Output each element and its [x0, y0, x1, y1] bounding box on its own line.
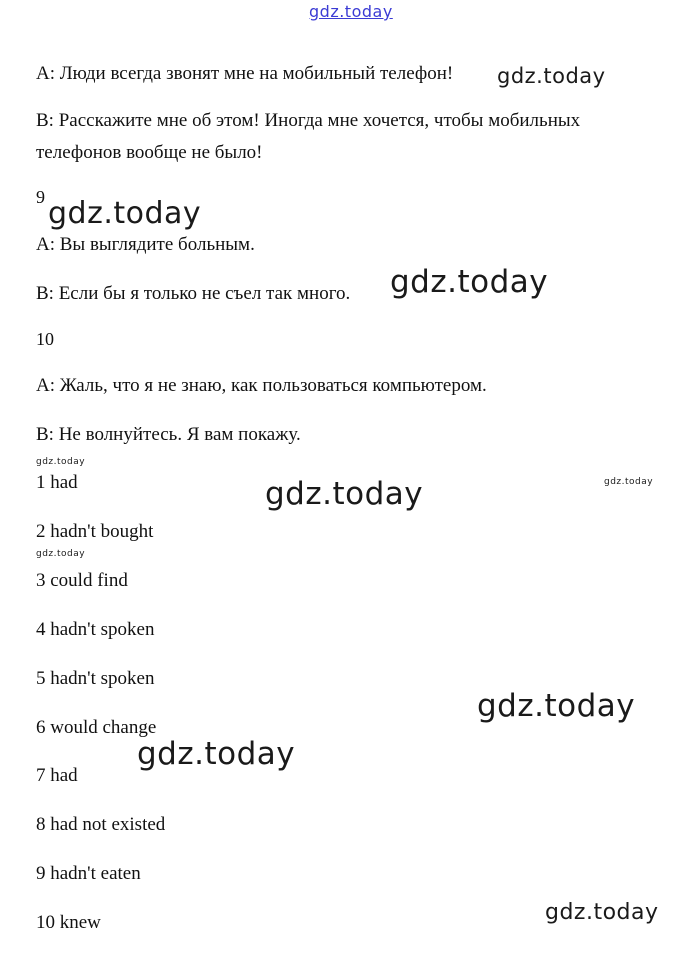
watermark: gdz.today [497, 64, 606, 88]
answer-item: 9 hadn't eaten [36, 863, 141, 884]
answer-item: 8 had not existed [36, 814, 166, 835]
answer-item: 10 knew [36, 912, 101, 933]
answer-item: 2 hadn't bought [36, 521, 154, 542]
answer-item: 4 hadn't spoken [36, 619, 155, 640]
dialog-9-line-b: B: Если бы я только не съел так много. [36, 283, 351, 304]
dialog-8-line-a: A: Люди всегда звонят мне на мобильный телефон! [36, 63, 454, 84]
watermark-header: gdz.today [309, 2, 393, 21]
watermark: gdz.today [265, 476, 424, 512]
watermark: gdz.today [36, 457, 86, 467]
watermark: gdz.today [604, 477, 654, 487]
dialog-10-line-a: A: Жаль, что я не знаю, как пользоваться компьютером. [36, 375, 487, 396]
dialog-9-line-a: A: Вы выглядите больным. [36, 234, 255, 255]
answer-item: 1 had [36, 472, 78, 493]
watermark: gdz.today [477, 688, 636, 724]
watermark: gdz.today [545, 900, 659, 925]
dialog-10-number: 10 [36, 329, 54, 349]
dialog-10-line-b: B: Не волнуйтесь. Я вам покажу. [36, 424, 301, 445]
dialog-8-line-b-1: B: Расскажите мне об этом! Иногда мне хочется, чтобы мобильных [36, 110, 581, 131]
dialog-9-number: 9 [36, 187, 45, 207]
watermark: gdz.today [390, 264, 549, 300]
watermark: gdz.today [137, 736, 296, 772]
answer-item: 3 could find [36, 570, 128, 591]
dialog-8-line-b-2: телефонов вообще не было! [36, 142, 263, 163]
watermark: gdz.today [36, 549, 86, 559]
answer-item: 6 would change [36, 717, 157, 738]
watermark: gdz.today [48, 196, 202, 231]
answer-item: 7 had [36, 765, 78, 786]
answer-item: 5 hadn't spoken [36, 668, 155, 689]
